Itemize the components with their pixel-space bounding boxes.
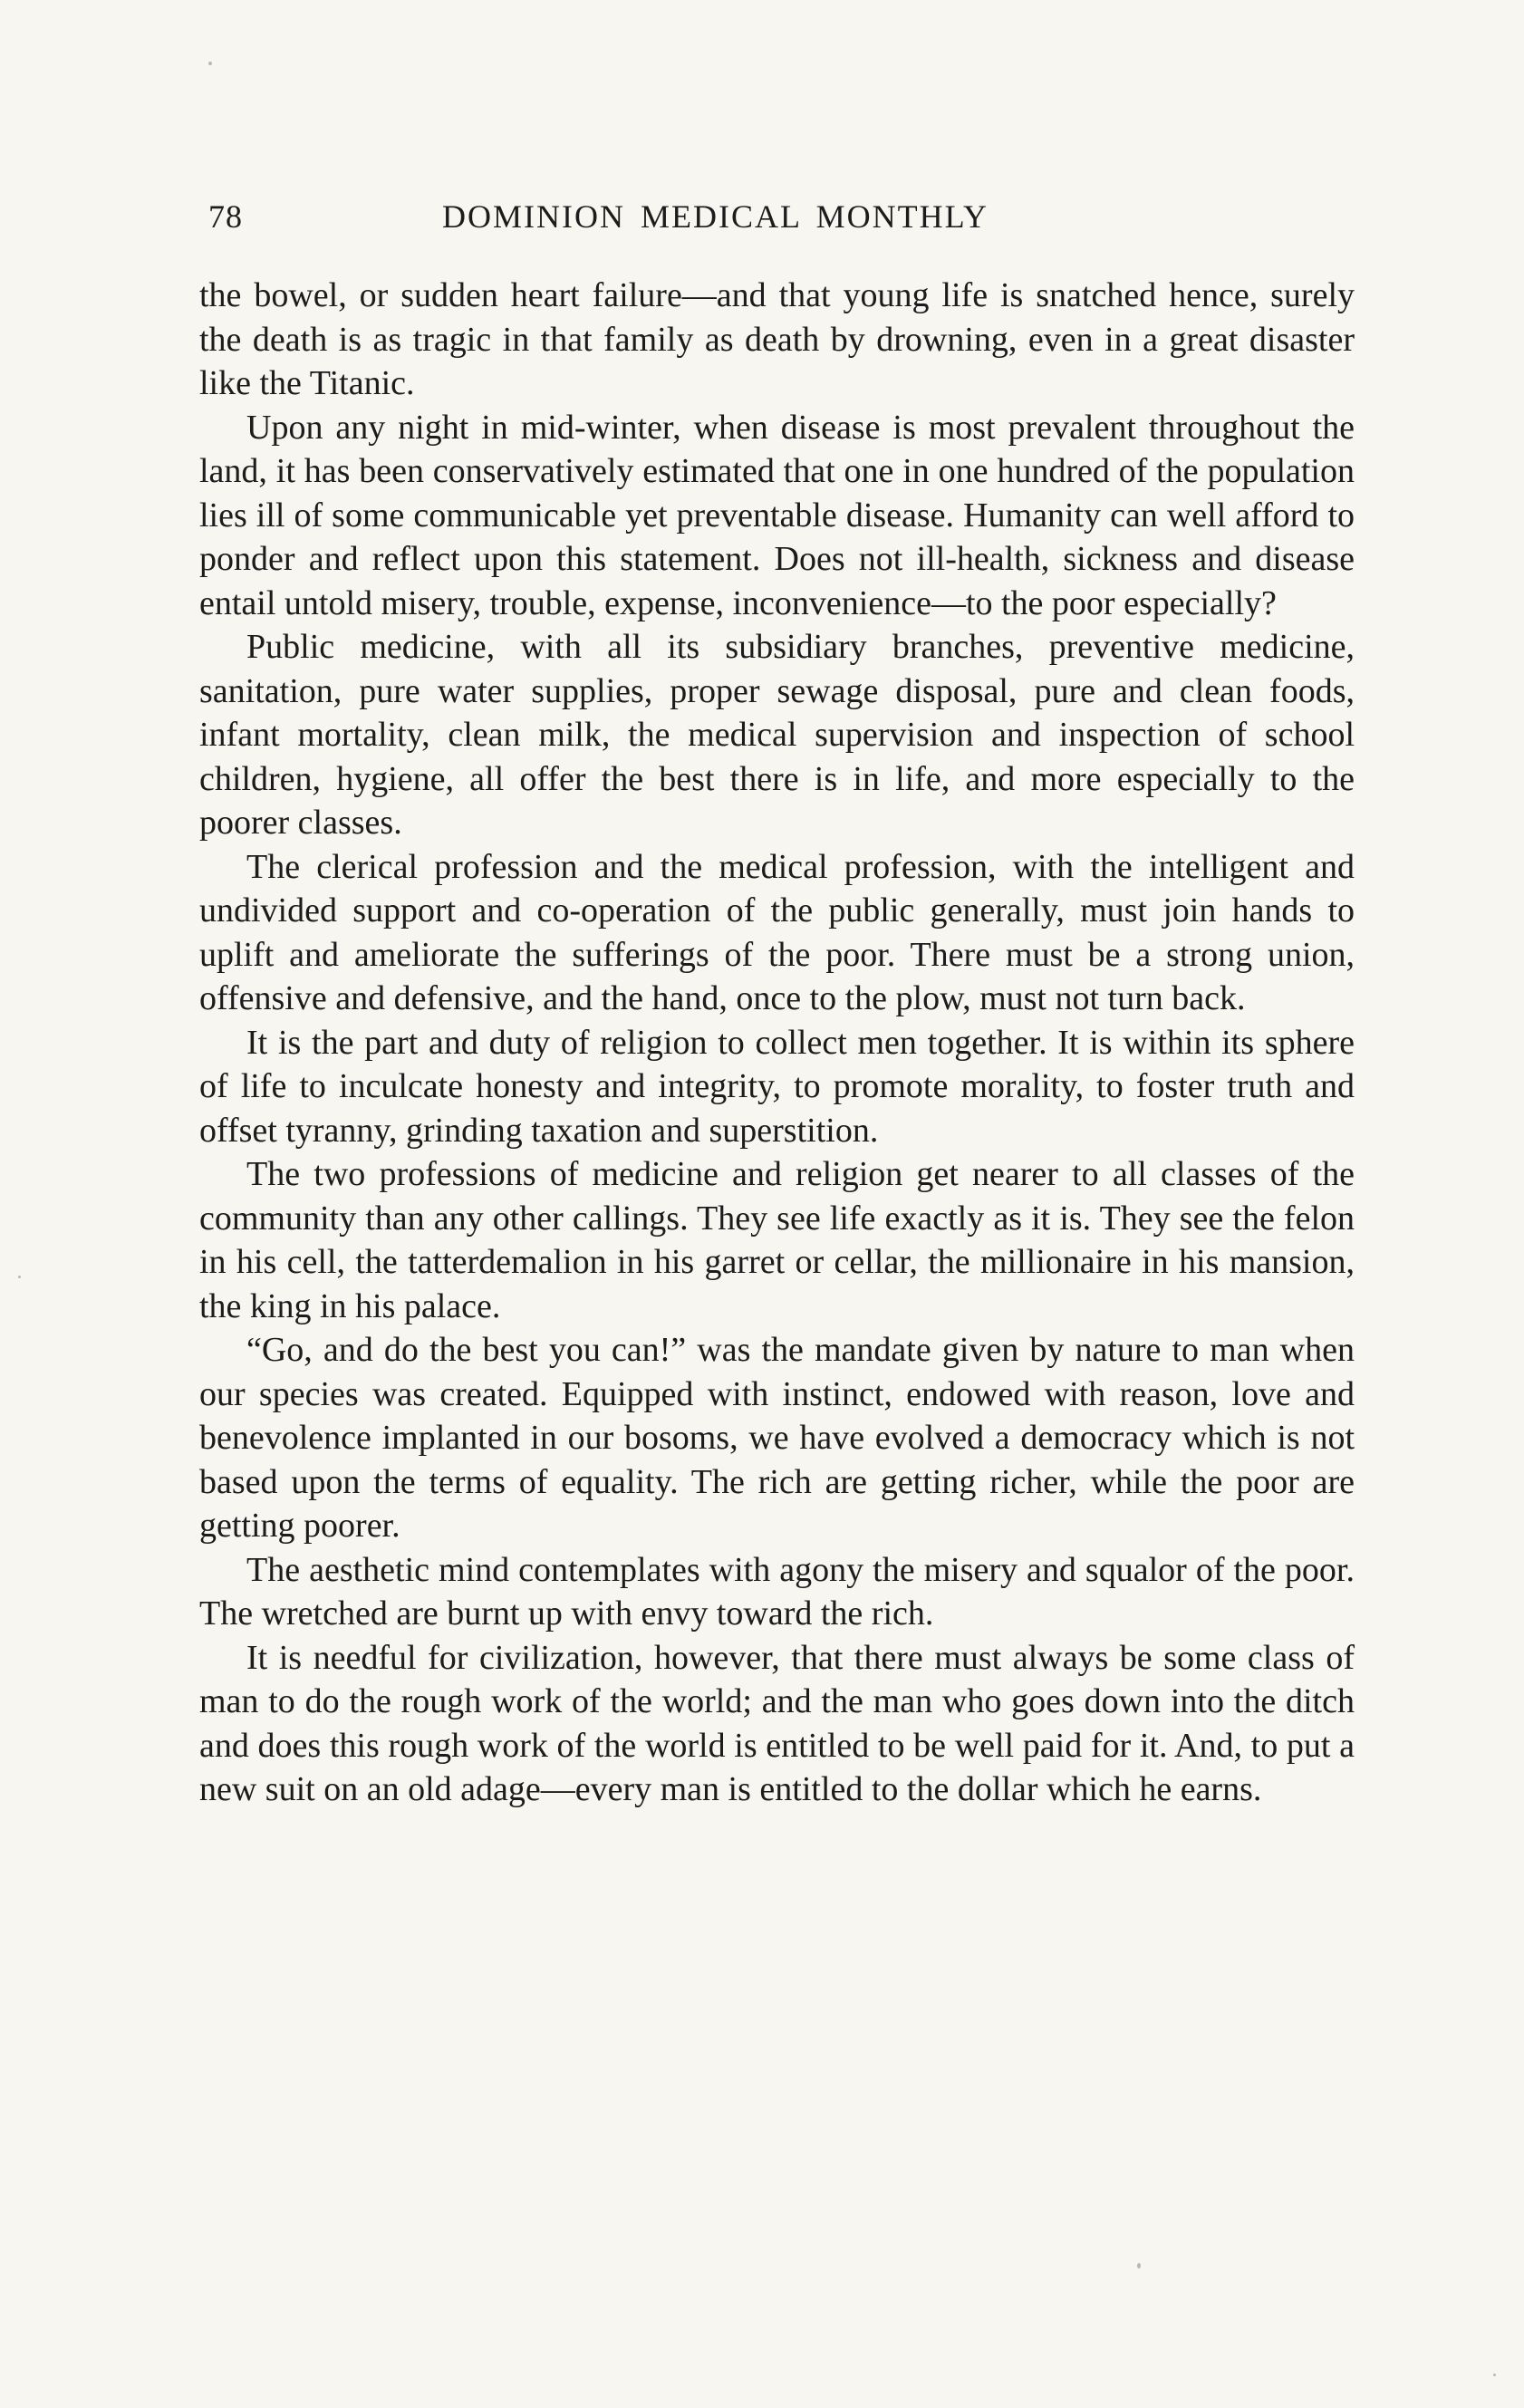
article-body bbox=[199, 274, 1355, 1812]
paragraph: Public medicine, with all its subsidiary branches, preventive medicine, sanitation, pure water supplies, proper sewage disposal, pure and clean foods, infant mortality, clean milk, the medical supervision and inspection of school children, hygiene, all offer the best there is in life, and more especially to the poorer classes. bbox=[199, 628, 1355, 842]
running-head bbox=[208, 197, 1350, 243]
paragraph: The clerical profession and the medical profession, with the intelligent and undivided support and co-operation of the public generally, must join hands to uplift and ameliorate the sufferings of the poor. There must be a strong union, offensive and defensive, and the hand, once to the plow, must not turn back. bbox=[199, 847, 1355, 1017]
paragraph: It is the part and duty of religion to collect men together. It is within its sphere of life to inculcate honesty and integrity, to promote morality, to foster truth and offset tyranny, grinding taxation and superstition. bbox=[199, 1023, 1355, 1150]
journal-title: DOMINION MEDICAL MONTHLY bbox=[442, 198, 989, 235]
scan-speck bbox=[1137, 2263, 1141, 2268]
paragraph: the bowel, or sudden heart failure—and that young life is snatched hence, surely the death is as tragic in that family as death by drowning, even in a great disaster like the Titanic. bbox=[199, 276, 1355, 402]
paragraph: It is needful for civilization, however, that there must always be some class of man to do the rough work of the world; and the man who goes down into the ditch and does this rough work of the world is entitled to be well paid for it. And, to put a new suit on an old adage—every man is entitled to the dollar which he earns. bbox=[199, 1638, 1355, 1808]
paragraph: The two professions of medicine and religion get nearer to all classes of the community than any other callings. They see life exactly as it is. They see the felon in his cell, the tatterdemalion in his garret or cellar, the millionaire in his mansion, the king in his palace. bbox=[199, 1155, 1355, 1325]
scan-speck bbox=[208, 62, 212, 65]
paragraph: The aesthetic mind contemplates with agony the misery and squalor of the poor. The wretched are burnt up with envy toward the rich. bbox=[199, 1550, 1355, 1633]
scan-speck bbox=[18, 1276, 21, 1278]
paragraph: Upon any night in mid-winter, when disease is most prevalent throughout the land, it has been conservatively estimated that one in one hundred of the population lies ill of some communicable yet preventable disease. Humanity can well afford to ponder and reflect upon this statement. Does not ill-health, sickness and disease entail untold misery, trouble, expense, inconvenience—to the poor especially? bbox=[199, 408, 1355, 622]
scan-speck bbox=[1493, 2374, 1496, 2376]
page-number: 78 bbox=[208, 198, 243, 235]
paragraph: “Go, and do the best you can!” was the mandate given by nature to man when our species was created. Equipped with instinct, endowed with reason, love and benevolence implanted in our bosoms, we have evolved a democracy which is not based upon the terms of equality. The rich are getting richer, while the poor are getting poorer. bbox=[199, 1331, 1355, 1545]
